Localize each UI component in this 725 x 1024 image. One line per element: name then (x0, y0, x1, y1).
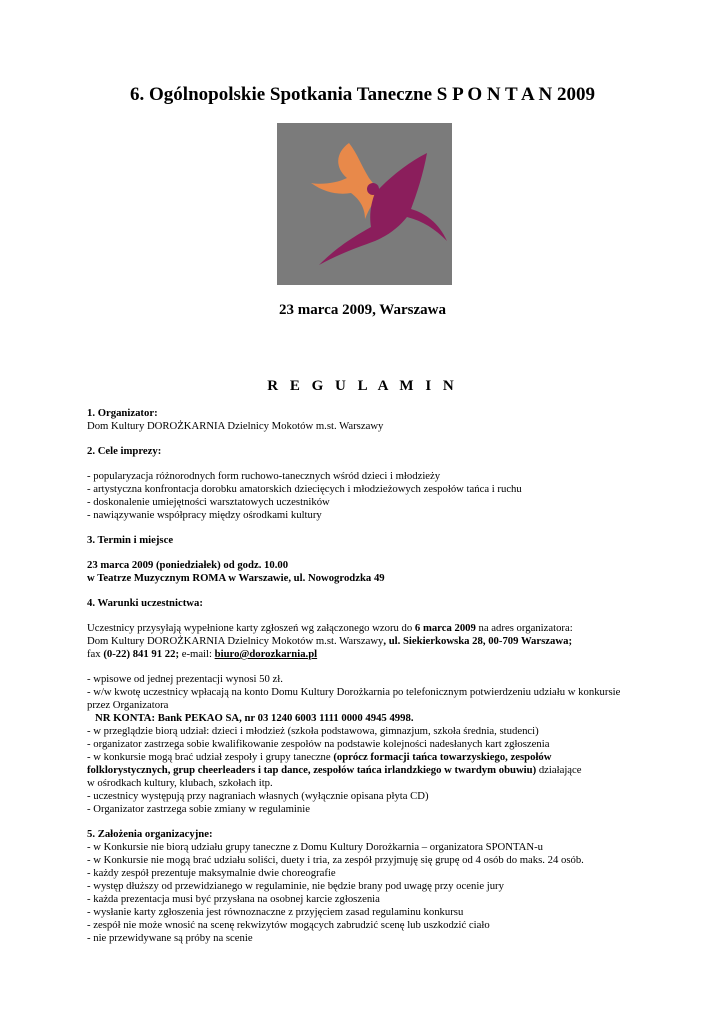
text: e-mail: (179, 648, 215, 660)
list-item: - popularyzacja różnorodnych form ruchowo-tanecznych wśród dzieci i młodzieży (87, 470, 441, 482)
section-heading: 1. Organizator: (87, 407, 158, 419)
text: Uczestnicy przysyłają wypełnione karty zgłoszeń wg załączonego wzoru do (87, 622, 415, 634)
address: , ul. Siekierkowska 28, 00-709 Warszawa; (383, 635, 573, 647)
fax-number: (0-22) 841 91 22; (103, 648, 180, 660)
list-item: - występ dłuższy od przewidzianego w regulaminie, nie będzie brany pod uwagę przy ocenie jury (87, 880, 504, 892)
list-item: przez Organizatora (87, 699, 169, 711)
list-item: - organizator zastrzega sobie kwalifikowanie zespołów na podstawie kolejności nadesłanych kart zgłoszenia (87, 738, 550, 750)
list-item: - artystyczna konfrontacja dorobku amatorskich dziecięcych i młodzieżowych zespołów tańca i ruchu (87, 483, 522, 495)
organizer-line: Dom Kultury DOROŻKARNIA Dzielnicy Mokotów m.st. Warszawy (87, 420, 384, 432)
text: folklorystycznych, grup cheerleaders i tap dance, zespołów tańca irlandzkiego w twardym obuwiu) (87, 764, 537, 776)
text: działające (536, 764, 582, 776)
section-heading: 4. Warunki uczestnictwa: (87, 597, 203, 609)
text: fax (87, 648, 104, 660)
list-item: - w/w kwotę uczestnicy wpłacają na konto Domu Kultury Dorożkarnia po telefonicznym potwierdzeniu udziału w konkursie (87, 686, 621, 698)
bank-account: NR KONTA: Bank PEKAO SA, nr 03 1240 6003 1111 0000 4945 4998. (87, 712, 414, 724)
list-item: w ośrodkach kultury, klubach, szkołach itp. (87, 777, 273, 789)
dancer-logo-icon (277, 123, 452, 285)
text: (oprócz formacji tańca towarzyskiego, zespołów (333, 751, 552, 763)
section-heading: 5. Założenia organizacyjne: (87, 828, 213, 840)
list-item: - uczestnicy występują przy nagraniach własnych (wyłącznie opisana płyta CD) (87, 790, 429, 802)
list-item: - każda prezentacja musi być przysłana na osobnej karcie zgłoszenia (87, 893, 380, 905)
term-place: w Teatrze Muzycznym ROMA w Warszawie, ul. Nowogrodzka 49 (87, 572, 385, 584)
list-item: - Organizator zastrzega sobie zmiany w regulaminie (87, 803, 310, 815)
section-heading: 2. Cele imprezy: (87, 445, 162, 457)
term-date: 23 marca 2009 (poniedziałek) od godz. 10.00 (87, 559, 289, 571)
event-date: 23 marca 2009, Warszawa (279, 302, 446, 318)
list-item: - wpisowe od jednej prezentacji wynosi 50 zł. (87, 673, 283, 685)
conditions-line (87, 635, 687, 648)
deadline: 6 marca 2009 (414, 622, 476, 634)
list-item: - w przeglądzie biorą udział: dzieci i młodzież (szkoła podstawowa, gimnazjum, szkoła średnia, studenci) (87, 725, 539, 737)
text: na adres organizatora: (475, 622, 573, 634)
rules-content (87, 407, 687, 945)
list-item: - zespół nie może wnosić na scenę rekwizytów mogących zabrudzić scenę lub uszkodzić ciało (87, 919, 490, 931)
list-item: - nie przewidywane są próby na scenie (87, 932, 253, 944)
list-item: - w Konkursie nie biorą udziału grupy taneczne z Domu Kultury Dorożkarnia – organizatora SPONTAN-u (87, 841, 544, 853)
conditions-line (87, 622, 687, 635)
section-heading: 3. Termin i miejsce (87, 534, 174, 546)
regulamin-heading: R E G U L A M I N (267, 378, 458, 394)
list-item: - w Konkursie nie mogą brać udziału soliści, duety i tria, za zespół przyjmuję się grupę od 4 osób do maks. 24 osób. (87, 854, 584, 866)
conditions-line (87, 648, 687, 661)
text: Dom Kultury DOROŻKARNIA Dzielnicy Mokotów m.st. Warszawy (87, 635, 384, 647)
list-item: - doskonalenie umiejętności warsztatowych uczestników (87, 496, 330, 508)
list-item (87, 751, 687, 764)
text: - w konkursie mogą brać udział zespoły i grupy taneczne (87, 751, 334, 763)
list-item: - każdy zespół prezentuje maksymalnie dwie choreografie (87, 867, 336, 879)
email-link[interactable]: biuro@dorozkarnia.pl (214, 648, 318, 660)
list-item: - wysłanie karty zgłoszenia jest równoznaczne z przyjęciem zasad regulaminu konkursu (87, 906, 464, 918)
list-item (87, 764, 687, 777)
page-title: 6. Ogólnopolskie Spotkania Taneczne S P O N T A N 2009 (130, 84, 595, 105)
list-item: - nawiązywanie współpracy między ośrodkami kultury (87, 509, 322, 521)
